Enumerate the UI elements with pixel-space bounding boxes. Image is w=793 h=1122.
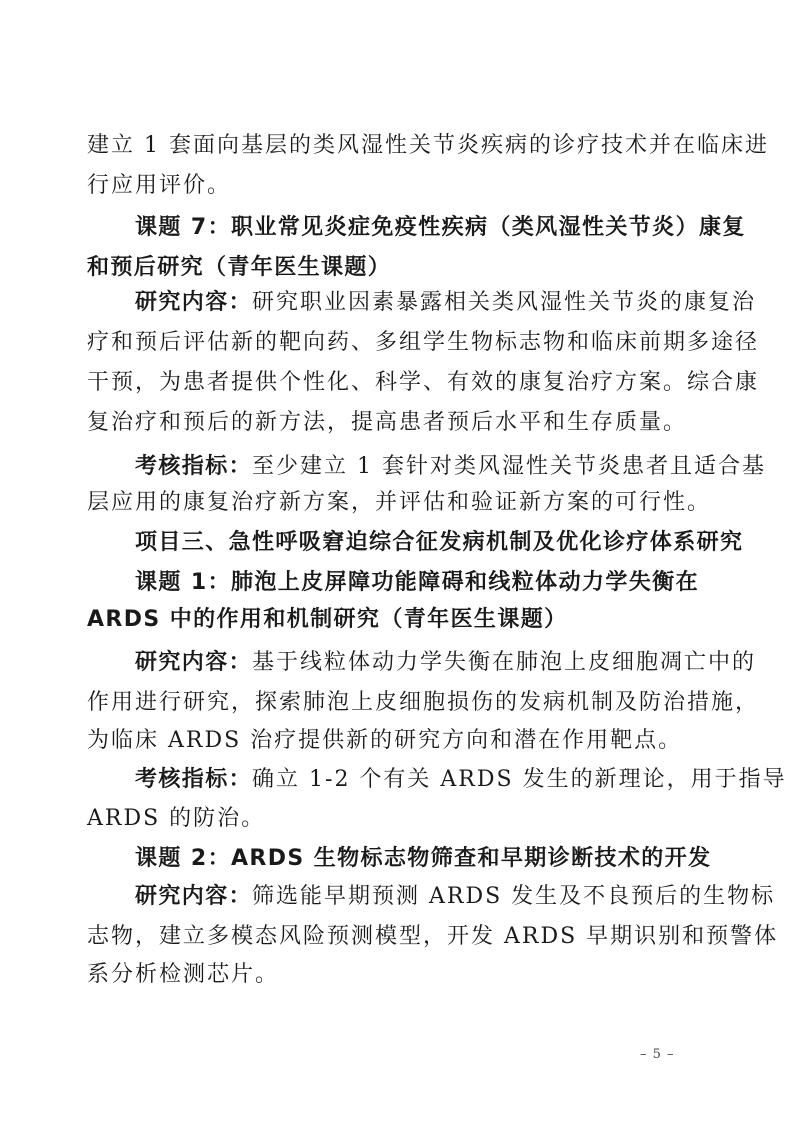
paragraph-line xyxy=(135,882,776,912)
paragraph-text: 研究职业因素暴露相关类风湿性关节炎的康复治 xyxy=(252,290,757,315)
content-label: 研究内容： xyxy=(135,290,253,315)
topic-heading: ARDS 中的作用和机制研究（青年医生课题） xyxy=(87,607,568,632)
page-number: – 5 – xyxy=(640,1047,675,1062)
paragraph-line: 志物，建立多模态风险预测模型，开发 ARDS 早期识别和预警体 xyxy=(87,924,779,949)
topic-heading: 课题 7：职业常见炎症免疫性疾病（类风湿性关节炎）康复 xyxy=(135,215,746,240)
paragraph-line: ARDS 的防治。 xyxy=(87,806,266,831)
paragraph-line xyxy=(135,288,757,318)
paragraph-line: 为临床 ARDS 治疗提供新的研究方向和潜在作用靶点。 xyxy=(87,728,683,753)
paragraph-line: 作用进行研究，探索肺泡上皮细胞损伤的发病机制及防治措施， xyxy=(87,690,760,715)
paragraph-text: 确立 1-2 个有关 ARDS 发生的新理论，用于指导 xyxy=(252,767,787,792)
paragraph-text: 筛选能早期预测 ARDS 发生及不良预后的生物标 xyxy=(252,884,776,909)
paragraph-line: 干预，为患者提供个性化、科学、有效的康复治疗方案。综合康 xyxy=(87,370,760,395)
paragraph-line: 系分析检测芯片。 xyxy=(87,962,280,987)
paragraph-line xyxy=(135,765,787,795)
paragraph-line: 复治疗和预后的新方法，提高患者预后水平和生存质量。 xyxy=(87,410,688,435)
topic-heading: 课题 2：ARDS 生物标志物筛查和早期诊断技术的开发 xyxy=(135,846,712,871)
paragraph-text: 基于线粒体动力学失衡在肺泡上皮细胞凋亡中的 xyxy=(252,650,757,675)
topic-heading: 课题 1：肺泡上皮屏障功能障碍和线粒体动力学失衡在 xyxy=(135,570,699,595)
paragraph-line xyxy=(135,648,757,678)
topic-heading: 和预后研究（青年医生课题） xyxy=(87,255,392,280)
index-label: 考核指标： xyxy=(135,454,253,479)
content-label: 研究内容： xyxy=(135,650,253,675)
content-label: 研究内容： xyxy=(135,884,253,909)
paragraph-text: 至少建立 1 套针对类风湿性关节炎患者且适合基 xyxy=(252,454,767,479)
project-heading: 项目三、急性呼吸窘迫综合征发病机制及优化诊疗体系研究 xyxy=(135,530,744,555)
paragraph-line xyxy=(135,452,767,482)
paragraph-line: 行应用评价。 xyxy=(87,173,232,198)
paragraph-line: 层应用的康复治疗新方案，并评估和验证新方案的可行性。 xyxy=(87,490,712,515)
paragraph-line: 疗和预后评估新的靶向药、多组学生物标志物和临床前期多途径 xyxy=(87,330,760,355)
paragraph-line: 建立 1 套面向基层的类风湿性关节炎疾病的诊疗技术并在临床进 xyxy=(87,133,769,158)
index-label: 考核指标： xyxy=(135,767,253,792)
